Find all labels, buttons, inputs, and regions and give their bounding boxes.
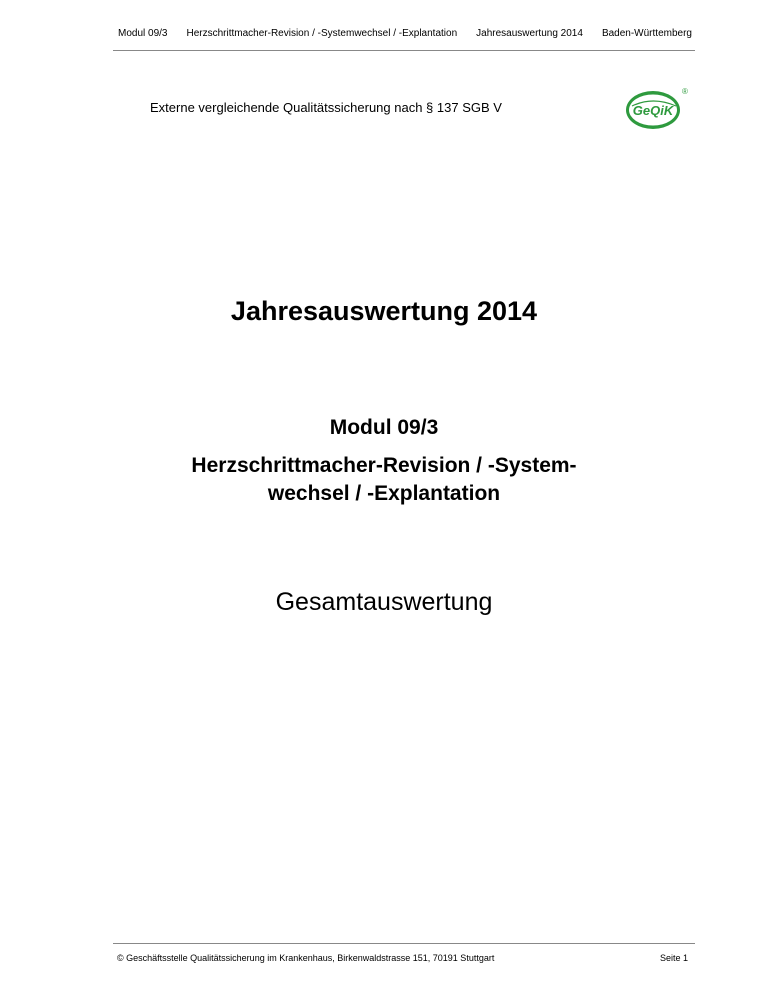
module-title-block [0,414,768,508]
module-name-line2: wechsel / -Explantation [267,482,501,505]
footer-copyright: © Geschäftsstelle Qualitätssicherung im Krankenhaus, Birkenwaldstrasse 151, 70191 Stuttgart [117,953,495,963]
footer-divider [113,943,695,944]
svg-text:®: ® [682,87,688,96]
header-divider [113,50,695,51]
document-subtitle: Externe vergleichende Qualitätssicherung nach § 137 SGB V [150,100,502,115]
header-region: Baden-Württemberg [601,28,692,39]
scope-label: Gesamtauswertung [275,588,493,616]
module-name-line1: Herzschrittmacher-Revision / -System- [191,454,577,477]
header-topic: Herzschrittmacher-Revision / -Systemwechsel / -Explantation [186,28,458,39]
header-module: Modul 09/3 [118,28,168,39]
header-report: Jahresauswertung 2014 [476,28,583,39]
page-footer [117,953,688,963]
page-title: Jahresauswertung 2014 [230,296,538,326]
page-header [118,28,692,39]
gequik-logo [622,84,688,132]
page-number: Seite 1 [659,953,688,963]
svg-text:GeQiK: GeQiK [632,103,674,118]
module-number: Modul 09/3 [329,416,439,439]
